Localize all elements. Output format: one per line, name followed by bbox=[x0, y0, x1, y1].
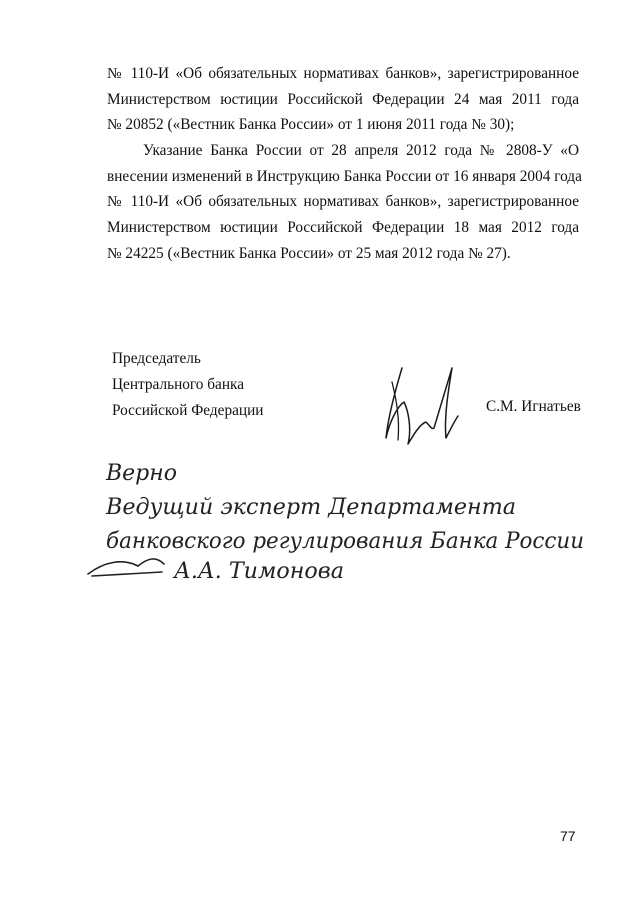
handwritten-line: банковского регулирования Банка России bbox=[106, 529, 584, 554]
handwritten-line: Верно bbox=[106, 461, 178, 486]
signatory-title bbox=[112, 346, 263, 424]
text-line: Указание Банка России от 28 апреля 2012 года № 2808-У «О bbox=[143, 142, 579, 159]
text-line: Министерством юстиции Российской Федерации 24 мая 2011 года bbox=[107, 90, 579, 108]
handwritten-signature-mark bbox=[88, 559, 164, 576]
paragraph-directive bbox=[107, 138, 582, 267]
text-line: № 20852 («Вестник Банка России» от 1 июня 2011 года № 30); bbox=[107, 116, 515, 134]
handwritten-signature bbox=[374, 358, 474, 458]
handwritten-line: Ведущий эксперт Департамента bbox=[104, 495, 517, 520]
handwritten-certification bbox=[78, 450, 598, 590]
text-line: № 24225 («Вестник Банка России» от 25 мая 2012 года № 27). bbox=[107, 244, 511, 262]
signer-name: С.М. Игнатьев bbox=[486, 398, 581, 415]
title-line: Центрального банка bbox=[112, 376, 245, 393]
text-line: № 110-И «Об обязательных нормативах банков», зарегистрированное bbox=[107, 193, 579, 211]
text-line: Министерством юстиции Российской Федерации 18 мая 2012 года bbox=[107, 219, 579, 237]
title-line: Российской Федерации bbox=[112, 402, 264, 419]
text-line: № 110-И «Об обязательных нормативах банков», зарегистрированное bbox=[107, 65, 579, 82]
paragraph-continuation bbox=[107, 61, 579, 138]
handwritten-line: А.А. Тимонова bbox=[171, 559, 344, 584]
title-line: Председатель bbox=[112, 350, 201, 367]
text-line: внесении изменений в Инструкцию Банка России от 16 января 2004 года bbox=[107, 167, 582, 185]
page-number: 77 bbox=[560, 828, 576, 844]
